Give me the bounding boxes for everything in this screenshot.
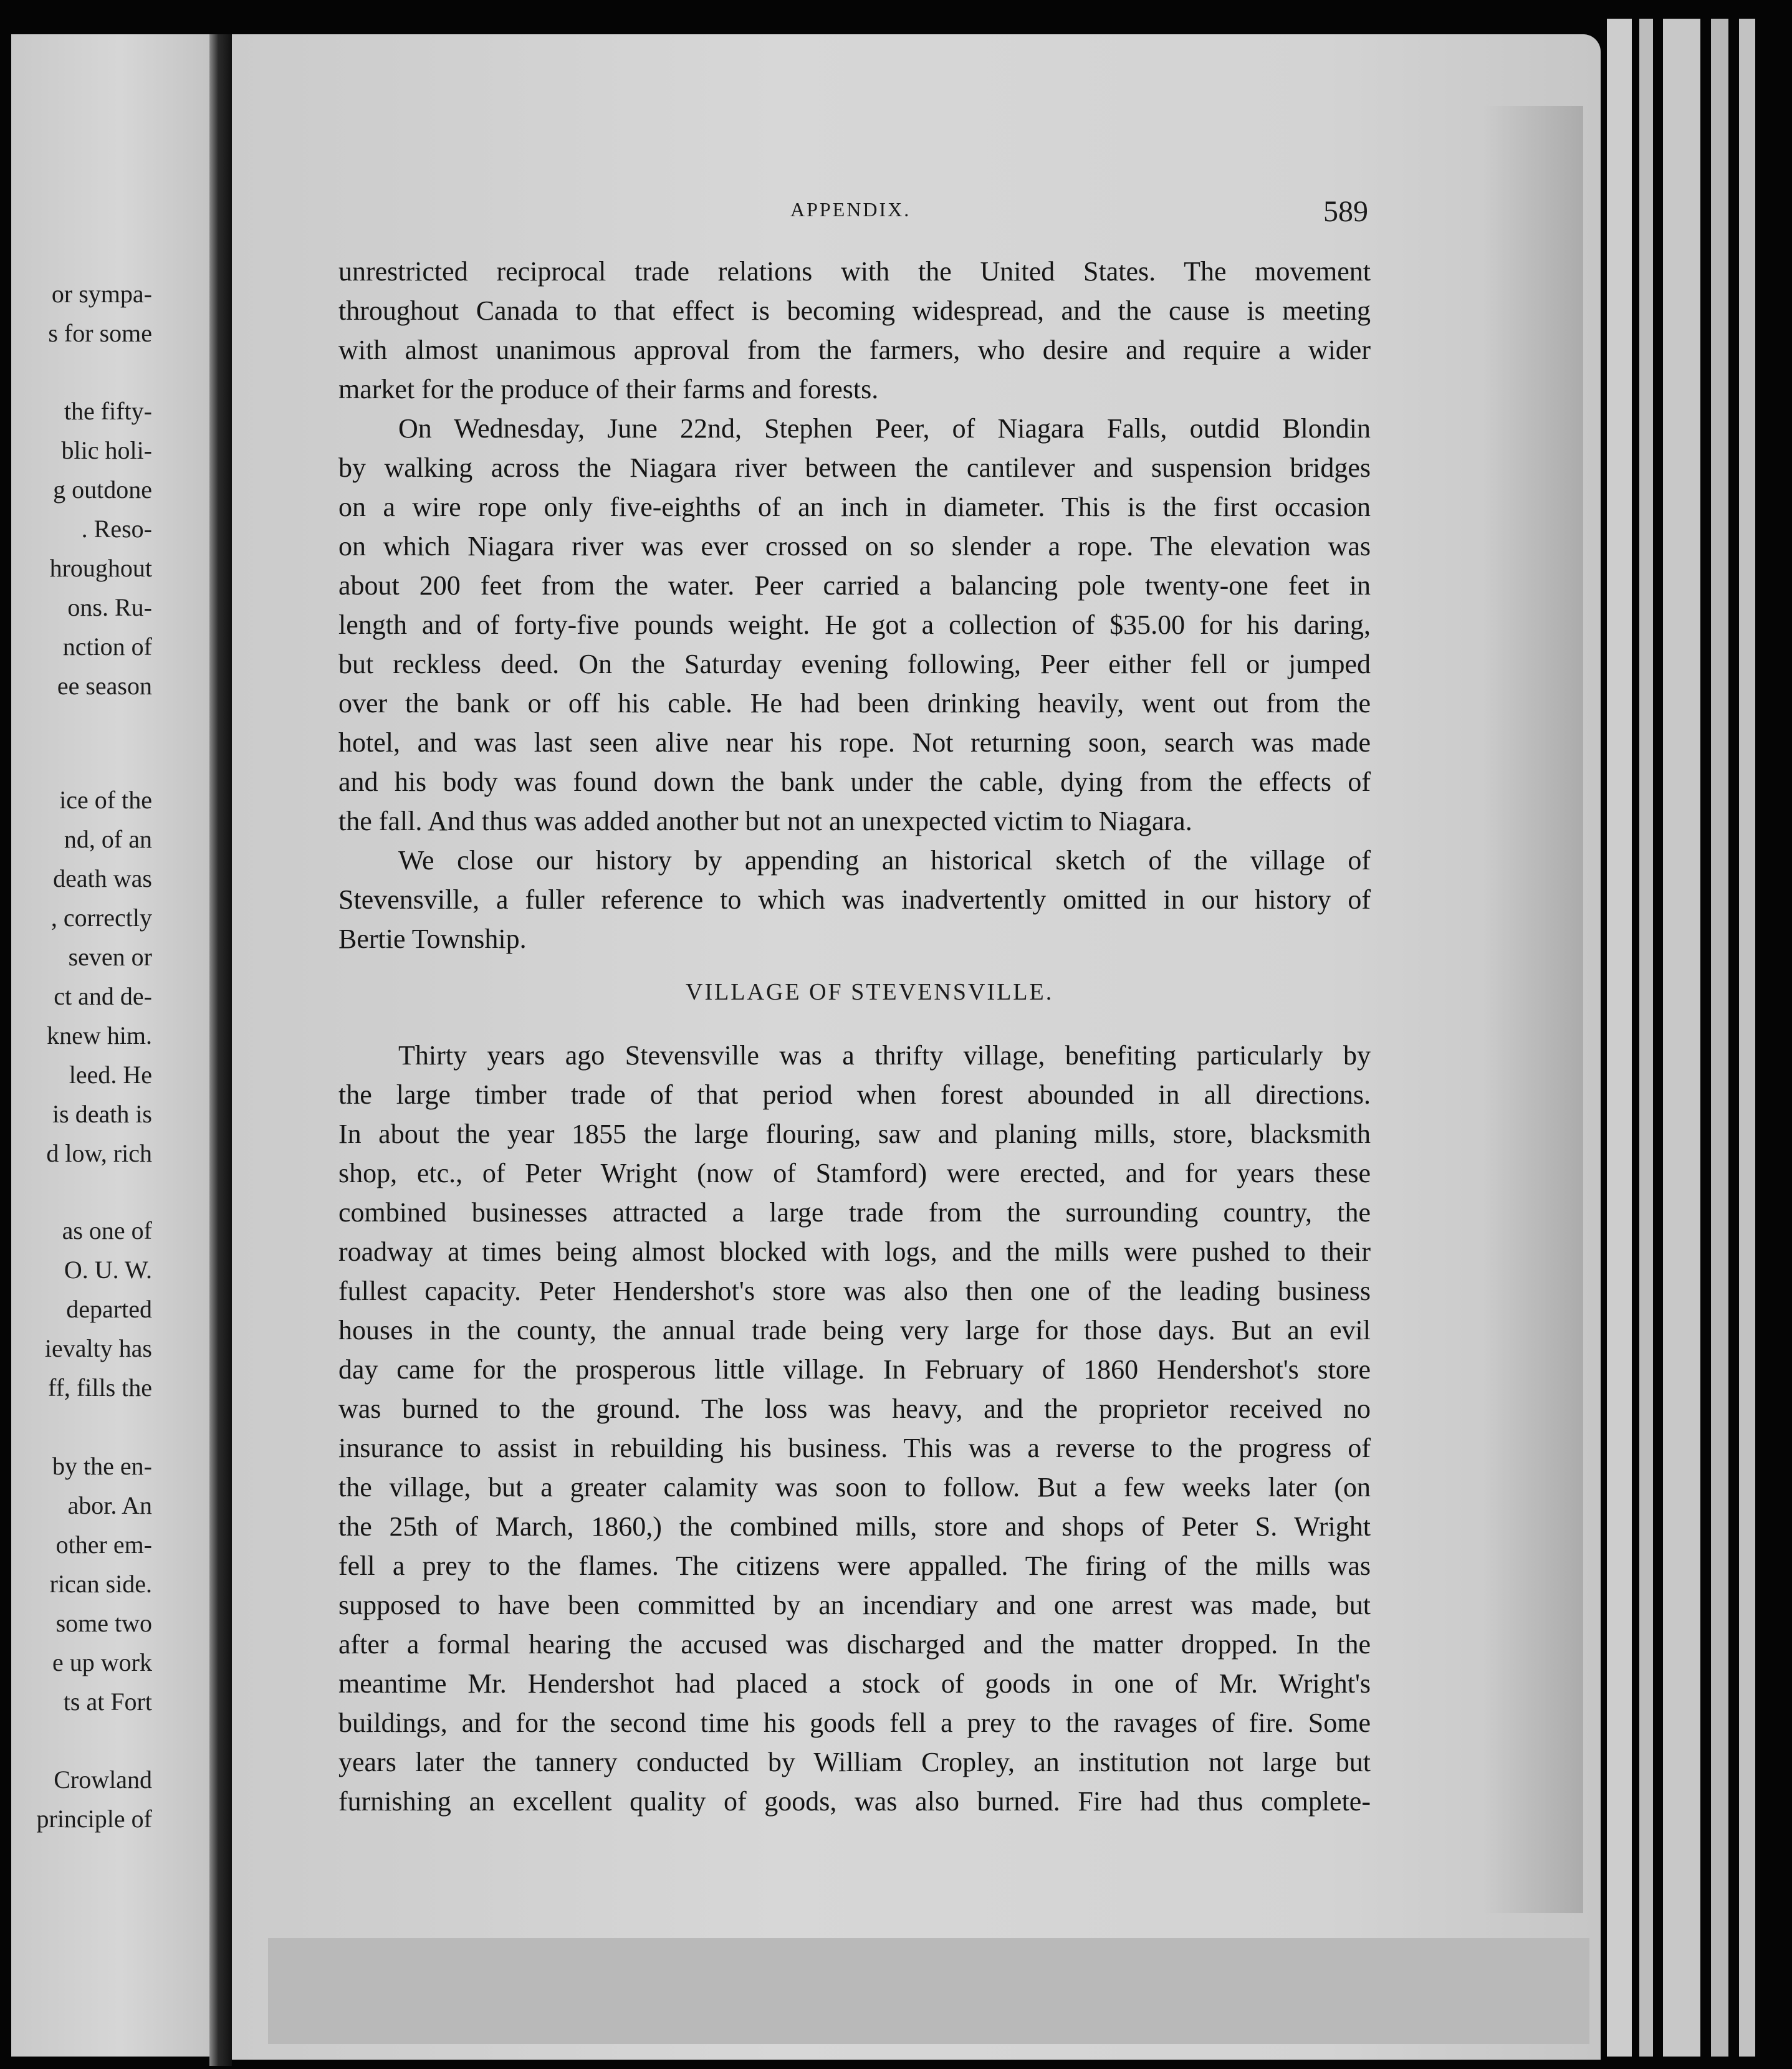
left-line: O. U. W.	[64, 1256, 152, 1284]
text-line: on which Niagara river was ever crossed on so slender a rope. The elevation was	[338, 531, 1371, 561]
left-line: e up work	[52, 1648, 152, 1676]
left-line: or sympa-	[51, 280, 152, 308]
text-line: hotel, and was last seen alive near his rope. Not returning soon, search was made	[338, 727, 1371, 758]
text-line: fell a prey to the flames. The citizens were appalled. The firing of the mills was	[338, 1551, 1371, 1581]
left-line: ievalty has	[44, 1334, 152, 1362]
text-line: was burned to the ground. The loss was heavy, and the proprietor received no	[338, 1393, 1371, 1424]
text-line: the fall. And thus was added another but not an unexpected victim to Niagara.	[338, 806, 1192, 836]
page-shadow	[1483, 106, 1583, 1913]
text-line: the 25th of March, 1860,) the combined mills, store and shops of Peter S. Wright	[338, 1511, 1371, 1542]
text-line: insurance to assist in rebuilding his business. This was a reverse to the progress of	[338, 1433, 1371, 1463]
left-line: ice of the	[59, 786, 152, 814]
text-line: but reckless deed. On the Saturday evening following, Peer either fell or jumped	[338, 649, 1371, 679]
left-line: some two	[55, 1609, 152, 1637]
page-edge	[1639, 19, 1653, 2057]
left-line: ct and de-	[54, 982, 152, 1010]
text-line: on a wire rope only five-eighths of an inch in diameter. This is the first occasion	[338, 492, 1371, 522]
left-line: blic holi-	[61, 436, 152, 464]
page-edge	[1739, 19, 1755, 2057]
book-gutter	[209, 34, 232, 2066]
running-head: APPENDIX.	[790, 198, 911, 221]
left-line: seven or	[68, 943, 152, 971]
page-edge	[1663, 19, 1700, 2057]
left-line: d low, rich	[46, 1139, 152, 1167]
text-line: buildings, and for the second time his goods fell a prey to the ravages of fire. Some	[338, 1708, 1371, 1738]
left-line: ts at Fort	[63, 1688, 152, 1716]
text-line: meantime Mr. Hendershot had placed a stock of goods in one of Mr. Wright's	[338, 1668, 1371, 1699]
left-line: nd, of an	[64, 825, 152, 853]
page-number: 589	[1323, 195, 1368, 228]
text-line: and his body was found down the bank under the cable, dying from the effects of	[338, 767, 1371, 797]
left-line: s for some	[48, 319, 152, 347]
page-bottom-band	[268, 1938, 1589, 2044]
left-line: rican side.	[49, 1570, 152, 1598]
left-line: by the en-	[52, 1452, 152, 1480]
left-line: , correctly	[50, 904, 152, 932]
text-line: market for the produce of their farms and forests.	[338, 374, 879, 404]
text-line: roadway at times being almost blocked with logs, and the mills were pushed to their	[338, 1236, 1371, 1267]
text-line: unrestricted reciprocal trade relations with the United States. The movement	[338, 256, 1371, 287]
text-line: about 200 feet from the water. Peer carried a balancing pole twenty-one feet in	[338, 570, 1371, 601]
left-line: is death is	[52, 1100, 152, 1128]
left-line: Crowland	[54, 1766, 152, 1794]
text-line: On Wednesday, June 22nd, Stephen Peer, of Niagara Falls, outdid Blondin	[398, 413, 1371, 444]
left-line: leed. He	[69, 1061, 152, 1089]
left-line: ff, fills the	[47, 1374, 152, 1402]
page-edge	[1711, 19, 1728, 2057]
previous-page-fragment	[11, 34, 209, 2057]
left-line: principle of	[36, 1805, 152, 1833]
left-line: hroughout	[49, 554, 152, 582]
left-line: . Reso-	[81, 515, 152, 543]
text-line: with almost unanimous approval from the farmers, who desire and require a wider	[338, 335, 1371, 365]
left-line: knew him.	[47, 1021, 152, 1049]
text-line: combined businesses attracted a large trade from the surrounding country, the	[338, 1197, 1371, 1228]
text-line: throughout Canada to that effect is becoming widespread, and the cause is meeting	[338, 295, 1371, 326]
text-line: In about the year 1855 the large flouring, saw and planing mills, store, blacksmith	[338, 1119, 1371, 1149]
left-line: departed	[66, 1295, 152, 1323]
left-line: g outdone	[53, 475, 152, 504]
text-line: We close our history by appending an historical sketch of the village of	[398, 845, 1371, 876]
text-line: Bertie Township.	[338, 924, 527, 954]
left-line: the fifty-	[64, 397, 152, 425]
left-line: as one of	[62, 1216, 152, 1245]
text-line: over the bank or off his cable. He had been drinking heavily, went out from the	[338, 688, 1371, 719]
text-line: day came for the prosperous little village. In February of 1860 Hendershot's store	[338, 1354, 1371, 1385]
text-line: furnishing an excellent quality of goods, was also burned. Fire had thus complete-	[338, 1786, 1371, 1817]
page-edge	[1607, 19, 1632, 2057]
text-line: Thirty years ago Stevensville was a thrifty village, benefiting particularly by	[398, 1040, 1371, 1071]
text-line: Stevensville, a fuller reference to which was inadvertently omitted in our history of	[338, 884, 1371, 915]
text-line: years later the tannery conducted by William Cropley, an institution not large but	[338, 1747, 1371, 1777]
text-line: by walking across the Niagara river between the cantilever and suspension bridges	[338, 452, 1371, 483]
left-line: other em-	[55, 1531, 152, 1559]
text-line: the village, but a greater calamity was soon to follow. But a few weeks later (on	[338, 1472, 1371, 1503]
text-line: fullest capacity. Peter Hendershot's store was also then one of the leading business	[338, 1276, 1371, 1306]
text-line: supposed to have been committed by an incendiary and one arrest was made, but	[338, 1590, 1371, 1620]
left-line: death was	[53, 864, 152, 892]
section-title: VILLAGE OF STEVENSVILLE.	[686, 979, 1054, 1005]
text-line: houses in the county, the annual trade being very large for those days. But an evil	[338, 1315, 1371, 1345]
left-line: abor. An	[67, 1491, 152, 1519]
left-line: ons. Ru-	[67, 593, 152, 621]
left-line: nction of	[62, 633, 152, 661]
text-line: the large timber trade of that period when forest abounded in all directions.	[338, 1079, 1371, 1110]
text-line: shop, etc., of Peter Wright (now of Stamford) were erected, and for years these	[338, 1158, 1371, 1188]
left-line: ee season	[57, 672, 152, 700]
text-line: after a formal hearing the accused was discharged and the matter dropped. In the	[338, 1629, 1371, 1660]
text-line: length and of forty-five pounds weight. He got a collection of $35.00 for his daring,	[338, 609, 1371, 640]
previous-page-text	[11, 34, 209, 2057]
